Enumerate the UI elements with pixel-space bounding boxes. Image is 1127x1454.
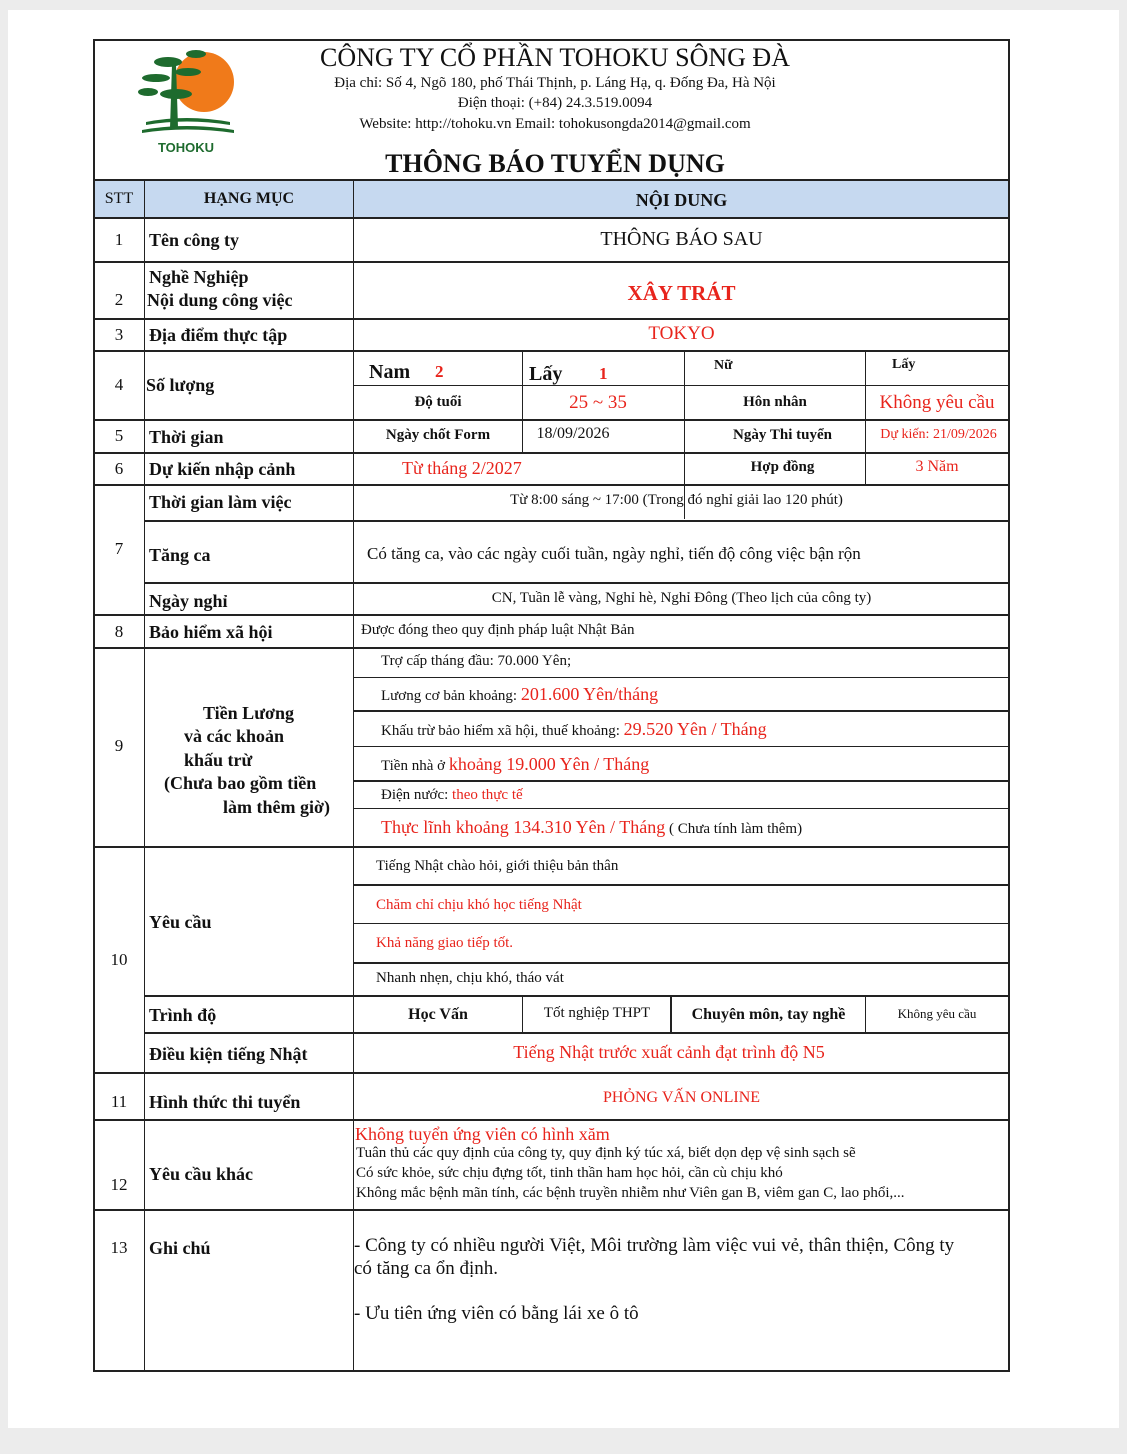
row6-label: Dự kiến nhập cảnh: [149, 459, 296, 479]
tohoku-logo: [126, 42, 256, 158]
requirement-3: Khả năng giao tiếp tốt.: [376, 935, 514, 951]
row10-num: 10: [110, 950, 128, 969]
housing-value: khoảng 19.000 Yên / Tháng: [448, 754, 650, 774]
doc-title: THÔNG BÁO TUYỂN DỤNG: [385, 149, 725, 178]
deduction-line: [381, 720, 767, 739]
deduction-value: 29.520 Yên / Tháng: [623, 719, 767, 739]
net-salary-line: [381, 818, 802, 837]
company-name: CÔNG TY CỔ PHẦN TOHOKU SÔNG ĐÀ: [320, 43, 790, 72]
male-count: 2: [435, 362, 444, 381]
requirement-4: Nhanh nhẹn, chịu khó, tháo vát: [376, 970, 564, 986]
row7-num: 7: [114, 539, 124, 558]
header-stt: STT: [104, 190, 134, 207]
other-req-1: Không tuyển ứng viên có hình xăm: [355, 1124, 610, 1144]
row2-value: XÂY TRÁT: [627, 281, 736, 305]
contract-value: 3 Năm: [915, 458, 959, 475]
utilities-line: [381, 788, 523, 803]
salary-label-3: khấu trừ: [184, 750, 253, 770]
base-salary-line: [381, 685, 658, 704]
japanese-label: Điều kiện tiếng Nhật: [149, 1044, 308, 1064]
requirement-2: Chăm chỉ chịu khó học tiếng Nhật: [376, 897, 582, 913]
age-value: 25 ~ 35: [569, 392, 627, 413]
row2-label-2: Nội dung công việc: [147, 290, 293, 310]
row8-label: Bảo hiểm xã hội: [149, 622, 273, 642]
utilities-value: theo thực tế: [452, 787, 523, 803]
days-off-label: Ngày nghỉ: [149, 591, 228, 611]
row3-num: 3: [114, 325, 124, 344]
allowance-value: Trợ cấp tháng đầu: 70.000 Yên;: [381, 653, 572, 669]
row5-label: Thời gian: [149, 427, 224, 447]
exam-date-label: Ngày Thi tuyển: [733, 427, 832, 443]
salary-label-5: làm thêm giờ): [223, 797, 330, 817]
header-content: NỘI DUNG: [635, 190, 728, 210]
row8-value: Được đóng theo quy định pháp luật Nhật Bản: [361, 622, 635, 638]
company-address: Địa chỉ: Số 4, Ngõ 180, phố Thái Thịnh, p. Láng Hạ, q. Đống Đa, Hà Nội: [334, 75, 776, 91]
row2-label-1: Nghề Nghiệp: [149, 267, 249, 287]
days-off-value: CN, Tuần lễ vàng, Nghỉ hè, Nghỉ Đông (Theo lịch của công ty): [491, 590, 872, 606]
marriage-label: Hôn nhân: [743, 394, 807, 410]
row9-num: 9: [114, 736, 124, 755]
salary-label-1: Tiền Lương: [203, 703, 294, 723]
row2-num: 2: [114, 290, 124, 309]
note-1b: có tăng ca ổn định.: [354, 1258, 499, 1279]
male-label: Nam: [369, 361, 411, 383]
logo-text: TOHOKU: [157, 140, 215, 155]
row1-label: Tên công ty: [149, 230, 239, 250]
note-2: - Ưu tiên ứng viên có bằng lái xe ô tô: [354, 1303, 639, 1324]
work-time-label: Thời gian làm việc: [149, 492, 292, 512]
row4-label: Số lượng: [146, 375, 215, 395]
overtime-label: Tăng ca: [149, 545, 211, 565]
female-label: Nữ: [714, 358, 733, 373]
utilities-prefix: Điện nước:: [381, 787, 453, 803]
row1-value: THÔNG BÁO SAU: [600, 228, 763, 250]
requirements-label: Yêu cầu: [149, 912, 212, 932]
company-phone: Điện thoại: (+84) 24.3.519.0094: [457, 95, 653, 111]
housing-prefix: Tiền nhà ở: [381, 758, 449, 774]
row5-num: 5: [114, 426, 124, 445]
note-1a: - Công ty có nhiều người Việt, Môi trường làm việc vui vẻ, thân thiện, Công ty: [354, 1235, 955, 1256]
row6-num: 6: [114, 459, 124, 478]
net-salary-note: ( Chưa tính làm thêm): [665, 821, 803, 837]
row3-label: Địa điểm thực tập: [149, 325, 288, 345]
row11-label: Hình thức thi tuyển: [149, 1092, 301, 1112]
row8-num: 8: [114, 622, 124, 641]
entry-value: Từ tháng 2/2027: [402, 458, 522, 478]
net-salary-value: Thực lĩnh khoảng 134.310 Yên / Tháng: [381, 817, 666, 837]
row12-num: 12: [110, 1175, 128, 1194]
skill-label: Chuyên môn, tay nghề: [691, 1006, 846, 1023]
education-value: Tốt nghiệp THPT: [543, 1005, 651, 1021]
form-date: 18/09/2026: [536, 425, 610, 442]
base-salary-prefix: Lương cơ bản khoảng:: [381, 688, 521, 704]
company-web: Website: http://tohoku.vn Email: tohokusongda2014@gmail.com: [359, 116, 751, 132]
form-date-label: Ngày chốt Form: [385, 427, 491, 443]
row4-num: 4: [114, 375, 124, 394]
row1-num: 1: [114, 230, 124, 249]
contract-label: Hợp đồng: [750, 459, 815, 475]
overtime-value: Có tăng ca, vào các ngày cuối tuần, ngày nghỉ, tiến độ công việc bận rộn: [367, 544, 861, 563]
other-req-4: Không mắc bệnh mãn tính, các bệnh truyền nhiễm như Viên gan B, viêm gan C, lao phổi,...: [356, 1185, 905, 1201]
other-req-2: Tuân thủ các quy định của công ty, quy định ký túc xá, biết dọn dẹp vệ sinh sạch sẽ: [356, 1145, 856, 1161]
header-category: HẠNG MỤC: [203, 190, 295, 207]
row11-num: 11: [110, 1092, 128, 1111]
marriage-value: Không yêu cầu: [879, 392, 995, 413]
paper: [8, 10, 1119, 1428]
row11-value: PHỎNG VẤN ONLINE: [602, 1089, 761, 1106]
housing-line: [381, 755, 649, 774]
take2-label: Lấy: [892, 357, 916, 372]
row3-value: TOKYO: [648, 323, 715, 344]
age-label: Độ tuổi: [414, 394, 462, 410]
base-salary-value: 201.600 Yên/tháng: [520, 684, 659, 704]
row13-num: 13: [110, 1238, 128, 1257]
education-label: Học Vấn: [408, 1006, 468, 1023]
japanese-value: Tiếng Nhật trước xuất cảnh đạt trình độ N5: [513, 1042, 825, 1062]
exam-date: Dự kiến: 21/09/2026: [880, 427, 997, 442]
row13-label: Ghi chú: [149, 1238, 211, 1258]
level-label: Trình độ: [149, 1005, 217, 1025]
salary-label-2: và các khoản: [184, 726, 285, 746]
other-req-3: Có sức khỏe, sức chịu đựng tốt, tinh thần ham học hỏi, cần cù chịu khó: [356, 1165, 783, 1181]
take-count: 1: [599, 364, 608, 383]
skill-value: Không yêu cầu: [897, 1006, 977, 1021]
requirement-1: Tiếng Nhật chào hỏi, giới thiệu bản thân: [376, 858, 619, 874]
row12-label: Yêu cầu khác: [149, 1164, 254, 1184]
salary-label-4: (Chưa bao gồm tiền: [164, 773, 317, 793]
work-time-value: Từ 8:00 sáng ~ 17:00 (Trong đó nghỉ giải lao 120 phút): [510, 492, 843, 508]
take-label: Lấy: [529, 363, 563, 385]
deduction-prefix: Khấu trừ bảo hiểm xã hội, thuế khoảng:: [381, 723, 624, 739]
